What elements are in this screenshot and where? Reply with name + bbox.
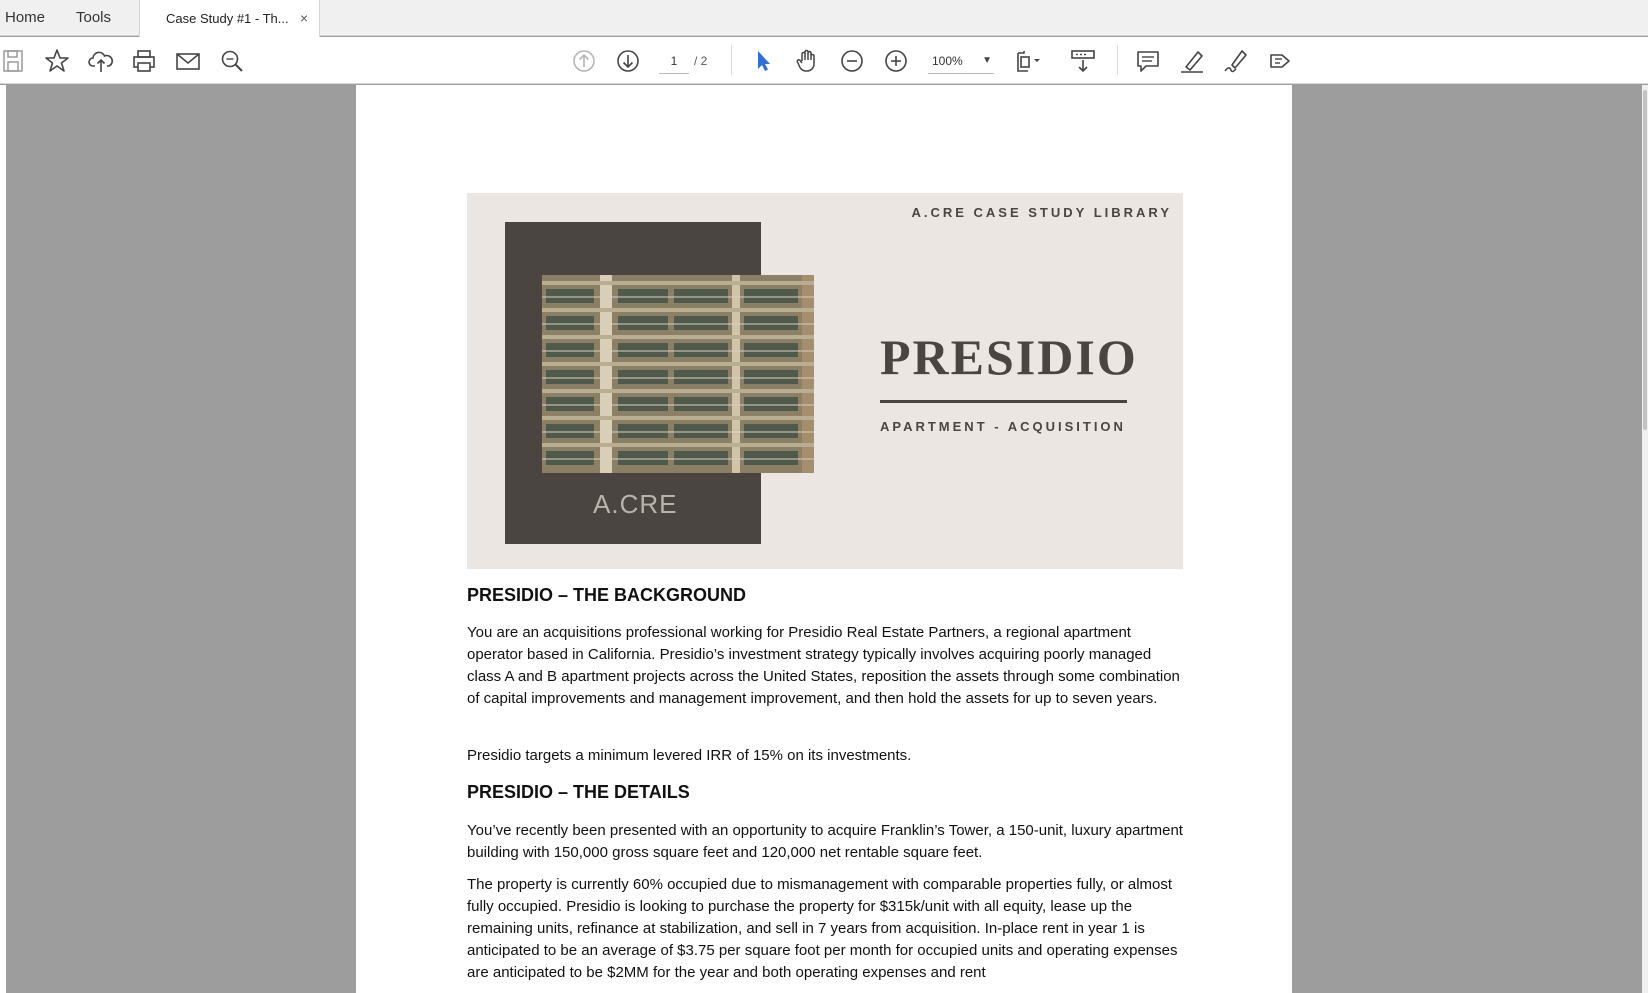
acre-logo: A.CRE: [593, 489, 678, 519]
document-tab-title: Case Study #1 - Th...: [166, 11, 289, 26]
page-up-icon[interactable]: [570, 47, 598, 75]
title-underline: [880, 400, 1127, 403]
cloud-upload-icon[interactable]: [87, 47, 115, 75]
toolbar: [0, 37, 1648, 84]
paragraph: The property is currently 60% occupied due to mismanagement with comparable properties fully, or almost fully occupied. Presidio is looking to purchase the property for $315k/unit with all equity, lease up the remaining units, refinance at stabilization, and sell in 7 years from acquisition. In-place rent in year 1 is anticipated to be an average of $3.75 per square foot per month for occupied units and operating expenses are anticipated to be $2MM for the year and both operating expenses and rent: [467, 876, 1178, 981]
section-heading: PRESIDIO – THE BACKGROUND: [467, 585, 747, 605]
zoom-out-icon[interactable]: [838, 47, 866, 75]
pdf-page: [356, 85, 1292, 993]
toolbar-divider: [731, 45, 732, 75]
paragraph: You’ve recently been presented with an opportunity to acquire Franklin’s Tower, a 150-unit, luxury apartment building with 150,000 gross square feet and 120,000 net rentable square feet.: [467, 822, 1183, 861]
page-fit-icon[interactable]: [1014, 47, 1042, 75]
building-photo: [542, 275, 814, 473]
share-icon[interactable]: [1266, 47, 1294, 75]
find-icon[interactable]: [218, 47, 246, 75]
document-tab[interactable]: [139, 0, 320, 37]
hand-tool-icon[interactable]: [793, 47, 821, 75]
scrollbar-thumb[interactable]: [1643, 90, 1647, 430]
page-down-icon[interactable]: [614, 47, 642, 75]
library-label: A.CRE CASE STUDY LIBRARY: [911, 205, 1172, 220]
home-tab[interactable]: Home: [5, 9, 46, 26]
save-icon[interactable]: [0, 47, 28, 75]
page-total-label: / 2: [694, 54, 708, 68]
page-number-input[interactable]: 1: [659, 48, 689, 74]
zoom-select[interactable]: [928, 48, 994, 74]
select-cursor-icon[interactable]: [749, 47, 777, 75]
paragraph: Presidio targets a minimum levered IRR of 15% on its investments.: [467, 747, 912, 764]
zoom-value: 100%: [932, 54, 963, 68]
toolbar-divider: [1117, 45, 1118, 75]
scroll-mode-icon[interactable]: [1069, 47, 1097, 75]
cover-banner: [467, 193, 1183, 569]
email-icon[interactable]: [174, 47, 202, 75]
cover-title: PRESIDIO: [880, 329, 1138, 385]
paragraph: You are an acquisitions professional working for Presidio Real Estate Partners, a regional apartment operator based in California. Presidio’s investment strategy typically involves acquiring poorly managed class A and B apartment projects across the United States, reposition the assets through some combination of capital improvements and management improvement, and then hold the assets for up to seven years.: [467, 624, 1180, 707]
tab-bar: [0, 0, 1648, 36]
cover-subtitle: APARTMENT - ACQUISITION: [880, 419, 1126, 434]
chevron-down-icon: ▼: [982, 55, 992, 66]
highlight-icon[interactable]: [1178, 47, 1206, 75]
comment-icon[interactable]: [1134, 47, 1162, 75]
print-icon[interactable]: [130, 47, 158, 75]
close-tab-icon[interactable]: ×: [300, 10, 309, 26]
zoom-in-icon[interactable]: [882, 47, 910, 75]
sign-icon[interactable]: [1222, 47, 1250, 75]
section-heading: PRESIDIO – THE DETAILS: [467, 782, 690, 802]
tools-tab[interactable]: Tools: [76, 9, 112, 26]
bookmark-star-icon[interactable]: [43, 47, 71, 75]
